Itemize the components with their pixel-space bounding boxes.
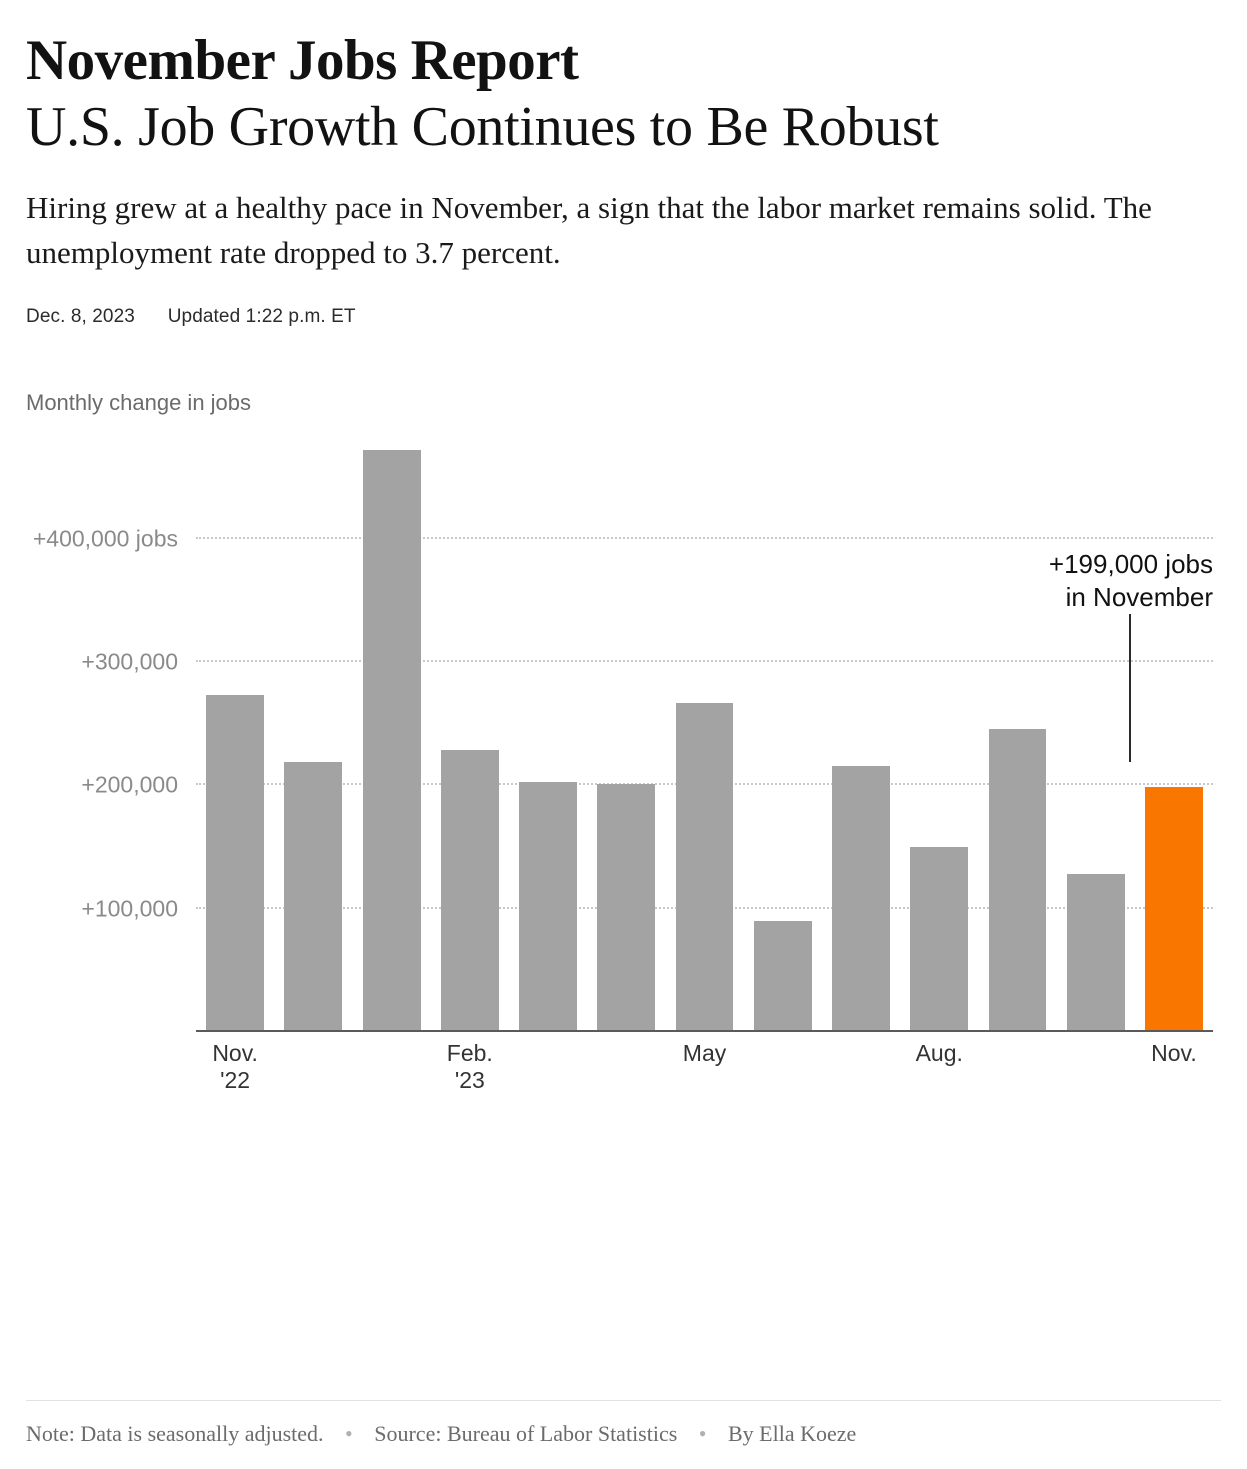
bar-slot	[509, 452, 587, 1032]
article-summary: Hiring grew at a healthy pace in November, a sign that the labor market remains solid. The unemployment rate dropped to 3.7 percent.	[26, 190, 1152, 271]
x-tick-1	[274, 1032, 352, 1072]
bar-slot	[196, 452, 274, 1032]
article-kicker: November Jobs Report	[26, 29, 579, 92]
bar-slot	[1135, 452, 1213, 1032]
bar-slot	[900, 452, 978, 1032]
bar-feb-23[interactable]	[441, 750, 499, 1033]
bar-slot	[352, 452, 430, 1032]
footnote-note: Note: Data is seasonally adjusted.	[26, 1421, 324, 1446]
x-tick-5	[587, 1032, 665, 1072]
bar-slot	[744, 452, 822, 1032]
x-tick-2	[352, 1032, 430, 1072]
y-axis-tick-label: +200,000	[81, 771, 178, 798]
chart-footnote	[26, 1421, 1221, 1447]
bar-apr-23[interactable]	[597, 784, 655, 1032]
chart-annotation	[913, 548, 1213, 613]
x-tick-0: Nov. '22	[212, 1040, 258, 1094]
footnote-source: Source: Bureau of Labor Statistics	[374, 1421, 678, 1446]
x-tick-7	[744, 1032, 822, 1072]
bar-mar-23[interactable]	[519, 782, 577, 1033]
updated-time: Updated 1:22 p.m. ET	[167, 306, 356, 328]
bar-slot	[978, 452, 1056, 1032]
footnote-credit: By Ella Koeze	[728, 1421, 857, 1446]
x-tick-3: Feb. '23	[446, 1040, 493, 1094]
bar-jan-23[interactable]	[363, 450, 421, 1032]
x-tick-12: Nov.	[1151, 1040, 1197, 1067]
bar-oct-[interactable]	[1067, 874, 1125, 1032]
bar-dec-22[interactable]	[284, 762, 342, 1032]
annotation-line-1: +199,000 jobs	[1048, 549, 1213, 580]
bar-slot	[822, 452, 900, 1032]
bar-sept-[interactable]	[989, 729, 1047, 1033]
footer-divider	[26, 1400, 1221, 1401]
annotation-line-2: in November	[1065, 581, 1213, 612]
bar-nov-22[interactable]	[206, 695, 264, 1032]
timestamp-row	[26, 306, 1221, 328]
bar-slot	[665, 452, 743, 1032]
page-title: U.S. Job Growth Continues to Be Robust	[26, 95, 939, 158]
bar-may[interactable]	[676, 703, 734, 1032]
bar-chart	[26, 452, 1221, 1094]
bar-series	[196, 452, 1213, 1032]
x-tick-11	[1057, 1032, 1135, 1072]
bar-aug-[interactable]	[910, 847, 968, 1032]
x-tick-6: May	[682, 1040, 727, 1067]
bar-july[interactable]	[832, 766, 890, 1033]
chart-caption: Monthly change in jobs	[26, 390, 252, 416]
annotation-leader-line	[1129, 614, 1131, 762]
bar-june[interactable]	[754, 921, 812, 1032]
bar-slot	[431, 452, 509, 1032]
x-tick-4	[509, 1032, 587, 1072]
y-axis-tick-label: +100,000	[81, 895, 178, 922]
y-axis-tick-label: +400,000 jobs	[32, 525, 178, 552]
publish-date: Dec. 8, 2023	[26, 306, 135, 328]
y-axis-tick-label: +300,000	[81, 648, 178, 675]
bar-slot	[274, 452, 352, 1032]
bar-nov-[interactable]	[1145, 787, 1203, 1033]
x-tick-10	[978, 1032, 1056, 1072]
x-axis-tick-labels	[196, 1032, 1213, 1094]
footnote-separator-2: •	[698, 1421, 707, 1446]
article-page	[0, 30, 1247, 1469]
footnote-separator-1: •	[345, 1421, 353, 1446]
x-tick-9: Aug.	[915, 1040, 963, 1067]
chart-plot-area	[32, 452, 1213, 1032]
bar-slot	[1057, 452, 1135, 1032]
x-tick-8	[822, 1032, 900, 1072]
bar-slot	[587, 452, 665, 1032]
